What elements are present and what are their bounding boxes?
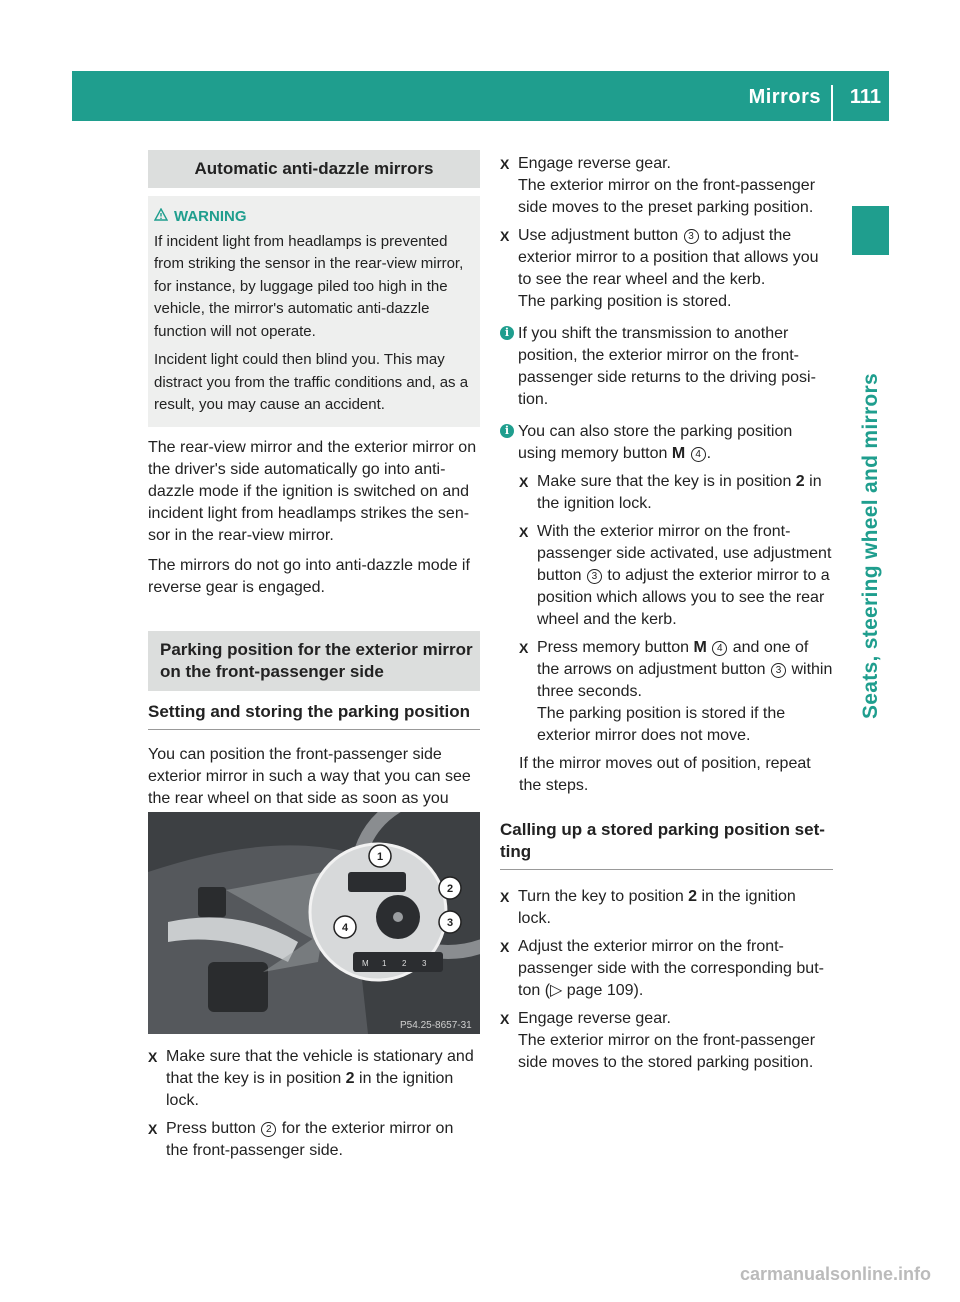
section-title-parking-position: Parking position for the exterior mirror on the front-passenger side — [148, 631, 480, 691]
step-item: X Engage reverse gear. The exterior mirror on the front-passenger side moves to the stored parking position. — [500, 1010, 816, 1071]
warning-title: WARNING — [154, 206, 472, 229]
step-arrow-icon: X — [148, 1121, 158, 1137]
callout-1: 1 — [376, 851, 384, 863]
button-label-3: 3 — [422, 959, 427, 968]
paragraph: You can position the front-passenger side exterior mirror in such a way that you can see the rear wheel on that side as soon as you — [148, 745, 471, 807]
right-column — [500, 153, 833, 1074]
callout-ref-icon: 3 — [587, 569, 602, 584]
step-arrow-icon: X — [500, 889, 510, 905]
warning-text-1: If incident light from headlamps is prevented from striking the sensor in the rear-view mirror, for instance, by luggage piled too high in the vehicle, the mirror's automatic anti-dazzle function will not operate. — [154, 232, 464, 340]
callout-ref-icon: 3 — [771, 663, 786, 678]
step-item: X Make sure that the vehicle is stationary and that the key is in position 2 in the ignition lock. — [148, 1048, 474, 1109]
left-column — [148, 150, 480, 854]
callout-4: 4 — [341, 922, 349, 934]
button-label-1: 1 — [382, 959, 387, 968]
side-tab-label: Seats, steering wheel and mirrors — [859, 372, 882, 720]
step-item: X Engage reverse gear. The exterior mirror on the front-passenger side moves to the preset parking position. — [500, 155, 816, 216]
warning-text-2: Incident light could then blind you. This may distract you from the traffic conditions and, as a result, you may cause an accident. — [154, 351, 469, 413]
callout-ref-icon: 2 — [261, 1122, 276, 1137]
step-arrow-icon: X — [519, 474, 529, 490]
callout-ref-icon: 3 — [684, 229, 699, 244]
callout-ref-icon: 4 — [691, 447, 706, 462]
watermark: carmanualsonline.info — [740, 1264, 932, 1284]
side-tab-block — [852, 206, 889, 255]
step-item: X Adjust the exterior mirror on the front-passenger side with the corresponding button (▷ page 109). — [500, 938, 824, 999]
step-item: X Turn the key to position 2 in the ignition lock. — [500, 888, 796, 927]
info-note: i If you shift the transmission to another position, the exterior mirror on the front-passenger side returns to the driving position. — [500, 323, 833, 411]
section-title-anti-dazzle: Automatic anti-dazzle mirrors — [148, 150, 480, 188]
step-item: X Press button 2 for the exterior mirror on the front-passenger side. — [148, 1120, 454, 1159]
paragraph: If the mirror moves out of position, repeat the steps. — [519, 755, 811, 794]
step-arrow-icon: X — [500, 156, 510, 172]
paragraph: The rear-view mirror and the exterior mirror on the driver's side automatically go into anti-dazzle mode if the ignition is switched on and incident light from headlamps strikes the sensor in the rear-view mirror. — [148, 438, 477, 544]
step-arrow-icon: X — [519, 640, 529, 656]
callout-3: 3 — [446, 917, 454, 929]
step-arrow-icon: X — [148, 1049, 158, 1065]
header-divider — [831, 85, 833, 121]
info-note: i You can also store the parking position using memory button M 4 . — [500, 421, 833, 465]
callout-ref-icon: 4 — [712, 641, 727, 656]
sub-step-item: X With the exterior mirror on the front-passenger side activated, use adjustment button 3 to adjust the exterior mirror to a position which allows you to see the rear wheel and the kerb. — [519, 523, 832, 628]
page-ref-arrow-icon: ▷ — [550, 982, 563, 999]
info-icon: i — [500, 326, 514, 340]
callout-2: 2 — [446, 883, 454, 895]
button-label-m: M — [362, 959, 369, 968]
side-tab — [852, 206, 889, 1216]
warning-triangle-icon — [154, 206, 168, 229]
step-arrow-icon: X — [500, 228, 510, 244]
sub-step-item: X Press memory button M 4 and one of the arrows on adjustment button 3 within three seconds. The parking position is stored if the exterior mirror does not move. — [519, 639, 833, 744]
photo-code: P54.25-8657-31 — [400, 1020, 472, 1031]
subheading-setting-storing: Setting and storing the parking position — [148, 701, 480, 730]
header-bar — [72, 71, 889, 121]
header-title: Mirrors — [748, 86, 821, 108]
subheading-calling-up: Calling up a stored parking position setting — [500, 819, 833, 870]
step-arrow-icon: X — [519, 524, 529, 540]
sub-step-item: X Make sure that the key is in position 2 in the ignition lock. — [519, 473, 822, 512]
warning-box — [148, 196, 480, 427]
step-arrow-icon: X — [500, 939, 510, 955]
info-icon: i — [500, 424, 514, 438]
door-panel-photo — [148, 812, 480, 1034]
paragraph: The mirrors do not go into anti-dazzle mode if reverse gear is engaged. — [148, 556, 470, 596]
step-item: X Use adjustment button 3 to adjust the exterior mirror to a position that allows you to see the rear wheel and the kerb. The parking position is stored. — [500, 227, 819, 310]
page-number: 111 — [849, 86, 881, 108]
left-steps — [148, 1046, 480, 1162]
step-arrow-icon: X — [500, 1011, 510, 1027]
button-label-2: 2 — [402, 959, 407, 968]
